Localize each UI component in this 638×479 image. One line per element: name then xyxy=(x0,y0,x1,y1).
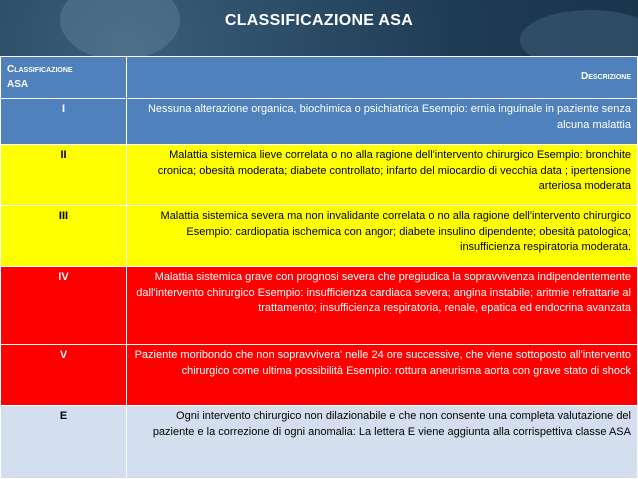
description-cell: Paziente moribondo che non sopravvivera' nelle 24 ore successive, che viene sottoposto all'intervento chirurgico come ultima possibilità Esempio: rottura aneurisma aorta con grave stato di shock xyxy=(127,345,638,406)
page-title: CLASSIFICAZIONE ASA xyxy=(224,12,414,29)
asa-classification-table xyxy=(0,56,638,479)
description-cell: Nessuna alterazione organica, biochimica o psichiatrica Esempio: ernia inguinale in paziente senza alcuna malattia xyxy=(127,99,638,145)
column-header-description: Descrizione xyxy=(127,57,638,99)
description-cell: Malattia sistemica severa ma non invalidante correlata o no alla ragione dell'intervento chirurgico Esempio: cardiopatia ischemica con angor; diabete insulino dipendente; obesità patologica; insufficienza respiratoria moderata. xyxy=(127,206,638,267)
column-header-classification xyxy=(1,57,127,99)
class-cell: IV xyxy=(1,267,127,345)
table-row-class-I xyxy=(1,99,638,145)
column-header-classification-line2: ASA xyxy=(7,78,29,90)
class-cell: III xyxy=(1,206,127,267)
class-cell: II xyxy=(1,145,127,206)
table-row-class-V xyxy=(1,345,638,406)
description-cell: Malattia sistemica lieve correlata o no alla ragione dell'intervento chirurgico Esempio: bronchite cronica; obesità moderata; diabete controllato; infarto del miocardio di vecchia data ; ipertensione arteriosa moderata xyxy=(127,145,638,206)
description-cell: Malattia sistemica grave con prognosi severa che pregiudica la sopravvivenza indipendentemente dall'intervento chirurgico Esempio: insufficienza cardiaca severa; angina instabile; aritmie refrattarie al trattamento; insufficienza respiratoria, renale, epatica ed endocrina avanzata xyxy=(127,267,638,345)
description-cell: Ogni intervento chirurgico non dilazionabile e che non consente una completa valutazione del paziente e la correzione di ogni anomalia: La lettera E viene aggiunta alla corrispettiva classe ASA xyxy=(127,406,638,479)
table-row-class-II xyxy=(1,145,638,206)
class-cell: V xyxy=(1,345,127,406)
table-row-class-E xyxy=(1,406,638,479)
table-row-class-IV xyxy=(1,267,638,345)
class-cell: I xyxy=(1,99,127,145)
class-cell: E xyxy=(1,406,127,479)
table-header-row xyxy=(1,57,638,99)
table-row-class-III xyxy=(1,206,638,267)
background-decoration xyxy=(60,0,180,60)
column-header-classification-line1: Classificazione xyxy=(7,64,73,76)
